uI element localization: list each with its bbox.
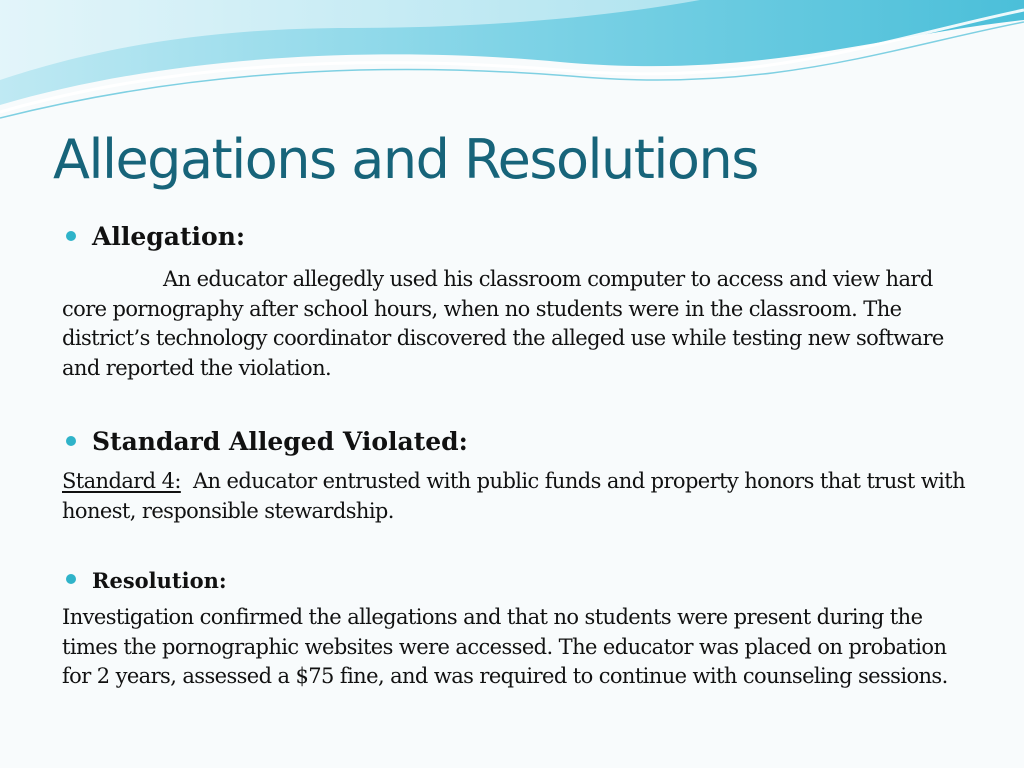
bullet-icon bbox=[66, 436, 76, 446]
decorative-wave-banner bbox=[0, 0, 1024, 130]
section-resolution-heading bbox=[66, 568, 227, 593]
heading-text: Resolution: bbox=[92, 568, 227, 593]
resolution-text: Investigation confirmed the allegations and that no students were present during the times the pornographic websites were accessed. The educator was placed on probation for 2 years, assessed a $75 fine, and was required to continue with counseling sessions. bbox=[62, 605, 948, 688]
slide-title: Allegations and Resolutions bbox=[53, 128, 758, 191]
heading-text: Allegation: bbox=[92, 222, 246, 251]
standard-text: An educator entrusted with public funds and property honors that trust with honest, responsible stewardship. bbox=[62, 469, 966, 523]
standard-label: Standard 4: bbox=[62, 469, 181, 493]
standard-paragraph bbox=[62, 467, 972, 526]
bullet-icon bbox=[66, 574, 76, 584]
section-standard-heading bbox=[66, 427, 468, 456]
allegation-text: An educator allegedly used his classroom computer to access and view hard core pornography after school hours, when no students were in the classroom. The district’s technology coordinator discovered the alleged use while testing new software and reported the violation. bbox=[62, 267, 944, 380]
heading-text: Standard Alleged Violated: bbox=[92, 427, 468, 456]
bullet-icon bbox=[66, 231, 76, 241]
section-allegation-heading bbox=[66, 222, 245, 251]
